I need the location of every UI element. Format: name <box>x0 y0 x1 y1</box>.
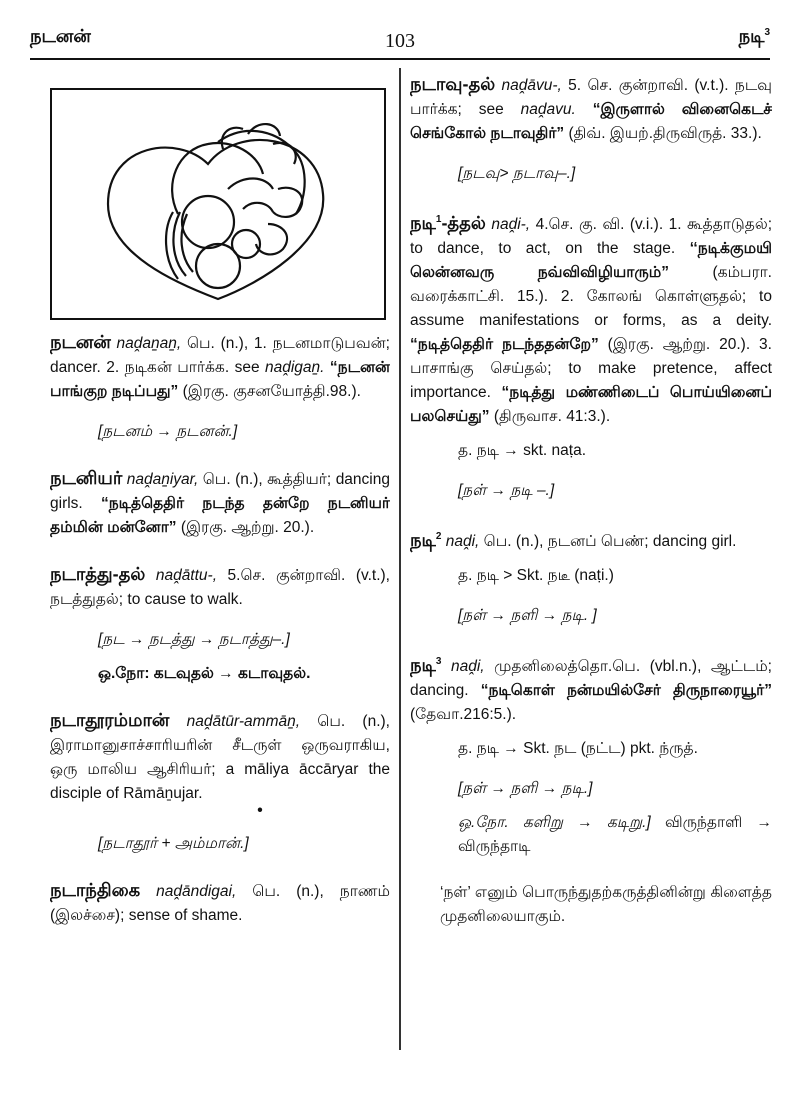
right-column <box>410 72 772 1060</box>
left-column <box>50 72 390 1060</box>
headword-root: நடி <box>410 655 436 675</box>
see-reference: naḓigaṉ. <box>265 359 325 376</box>
citation: (திருவாச. 41:3.). <box>489 408 611 425</box>
comparison: த. நடி → Skt. நட (நட்ட) pkt. ந்ருத். <box>458 740 698 757</box>
compare-note: ஒ.நோ: கடவுதல் → கடாவுதல். <box>98 665 311 682</box>
headword: நடாதூரம்மான் <box>50 710 170 730</box>
quotation: “நடித்து மண்ணிடைப் பொய்யினைப் பலசெய்து” <box>410 384 772 425</box>
transliteration: naḓaṉaṉ, <box>116 335 182 352</box>
explanatory-note: ‘நள்’ எனும் பொருந்துதற்கருத்தினின்று கிளைத்த முதனிலையாகும். <box>440 884 772 925</box>
transliteration: naḓaṉiyar, <box>126 471 199 488</box>
citation: (கம்பரா. வரைக்காட்சி. 15.). 2. கோலங் கொள்ளுதல்; to assume manifestations or forms, as a deity. <box>410 264 772 329</box>
entry-nadaturamman <box>50 708 390 856</box>
etymology: [நள் → நடி –.] <box>458 482 555 499</box>
entry-nadanan <box>50 330 390 444</box>
headword: நடனன் <box>50 332 111 352</box>
definition: முதனிலைத்தொ.பெ. (vbl.n.), ஆட்டம்; dancing. <box>410 658 772 699</box>
definition: பெ. (n.), நாணம் (இலச்சை); sense of shame. <box>50 883 390 924</box>
dancing-hands-illustration-icon <box>68 94 368 314</box>
etymology: [நட → நடத்து → நடாத்து–.] <box>98 631 290 648</box>
homonym-number: 2 <box>435 531 442 542</box>
running-head-right <box>739 26 770 49</box>
etymology: [நடவு> நடாவு–.] <box>458 165 576 182</box>
headword: நடாவு-தல் <box>410 74 496 94</box>
running-head-right-sup: 3 <box>764 27 770 38</box>
citation: (திவ். இயற்.திருவிருத். 33.). <box>564 125 762 142</box>
etymology: [நள் → நளி → நடி.] <box>458 780 593 797</box>
see-reference: naḓavu. <box>520 101 576 118</box>
transliteration: naḓāvu-, <box>501 77 562 94</box>
page-number: 103 <box>385 30 415 52</box>
entry-nadaniyar <box>50 466 390 540</box>
definition: பெ. (n.), நடனப் பெண்; dancing girl. <box>479 533 737 550</box>
citation: (இரகு. குசனயோத்தி.98.). <box>178 383 361 400</box>
quotation: “இருளால் வினைகெடச் செங்கோல் நடாவுதிர்” <box>410 101 772 142</box>
headword: நடனியர் <box>50 468 123 488</box>
transliteration: naḓātūr-ammāṉ, <box>186 713 301 730</box>
homonym-number: 3 <box>435 656 442 667</box>
quotation: “நடித்தெதிர் நடந்ததன்றே” <box>410 336 599 353</box>
citation: (தேவா.216:5.). <box>410 706 517 723</box>
entry-nadi-3 <box>410 650 772 929</box>
transliteration: naḓāndigai, <box>156 883 237 900</box>
entry-nadi-2 <box>410 525 772 628</box>
definition: 5. செ. குன்றாவி. (v.t.). நடவு பார்க்க; see <box>410 77 772 118</box>
ornament-dot: • <box>257 802 263 819</box>
headword <box>410 213 486 233</box>
headword-suffix: -த்தல் <box>441 213 486 233</box>
illustration-frame <box>50 88 386 320</box>
transliteration: naḓāttu-, <box>155 567 218 584</box>
headword <box>410 655 441 675</box>
headword-root: நடி <box>410 530 436 550</box>
entry-nadavu-tal <box>410 72 772 186</box>
quotation: “நடித்தெதிர் நடந்த தன்றே நடனியர் தம்மின் மன்னோ” <box>50 495 390 536</box>
definition: பெ. (n.), 1. நடனமாடுபவன்; dancer. 2. நடிகன் பார்க்க. see <box>50 335 390 376</box>
quotation: “நடிகொள் நன்மயில்சேர் திருநாரையூர்” <box>480 682 772 699</box>
etymology: [நடாதூர் + அம்மான்.] <box>98 835 249 852</box>
headword <box>410 530 441 550</box>
compare-note-b: விருந்தாளி → விருந்தாடி <box>458 814 772 855</box>
homonym-number: 1 <box>435 214 442 225</box>
citation: (இரகு. ஆற்று. 20.). <box>176 519 315 536</box>
comparison: த. நடி > Skt. நடீ (naṭi.) <box>458 567 614 584</box>
headword: நடாத்து-தல் <box>50 564 146 584</box>
etymology: [நடனம் → நடனன்.] <box>98 423 238 440</box>
quotation: “நடனன் பாங்குற நடிப்பது” <box>50 359 390 400</box>
header-rule <box>30 58 770 60</box>
comparison: த. நடி → skt. naṭa. <box>458 442 586 459</box>
citation: (இரகு. ஆற்று. 20.). 3. பாசாங்கு செய்தல்; to make pretence, affect importance. <box>410 336 772 401</box>
entry-nadandigai <box>50 878 390 928</box>
transliteration: naḓi, <box>445 533 480 550</box>
compare-note-a: ஒ.நோ. களிறு → கடிறு.] <box>458 814 651 831</box>
entry-nadattu-tal <box>50 562 390 686</box>
compare-note <box>410 811 772 859</box>
definition: 4.செ. கு. வி. (v.i.). 1. கூத்தாடுதல்; to dance, to act, on the stage. <box>410 216 772 257</box>
transliteration: naḓi, <box>451 658 485 675</box>
definition: 5.செ. குன்றாவி. (v.t.), நடத்துதல்; to cause to walk. <box>50 567 390 608</box>
headword: நடாந்திகை <box>50 880 141 900</box>
headword-root: நடி <box>410 213 436 233</box>
running-head-left: நடனன் <box>30 26 91 46</box>
column-divider <box>399 68 401 1050</box>
entry-nadi-1 <box>410 208 772 503</box>
quotation: ‘‘நடிக்குமயி லென்னவரு நவ்விவிழியாரும்” <box>410 240 772 281</box>
transliteration: naḓi-, <box>491 216 531 233</box>
running-head-right-word: நடி <box>738 26 765 46</box>
definition: பெ. (n.), இராமானுசாச்சாரியரின் சீடருள் ஒருவராகிய, ஒரு மாலிய ஆசிரியர்; a māliya āccāryar the disciple of Rāmāṉujar. <box>50 713 390 802</box>
etymology: [நள் → நளி → நடி. ] <box>458 607 597 624</box>
definition: பெ. (n.), கூத்தியர்; dancing girls. <box>50 471 390 512</box>
